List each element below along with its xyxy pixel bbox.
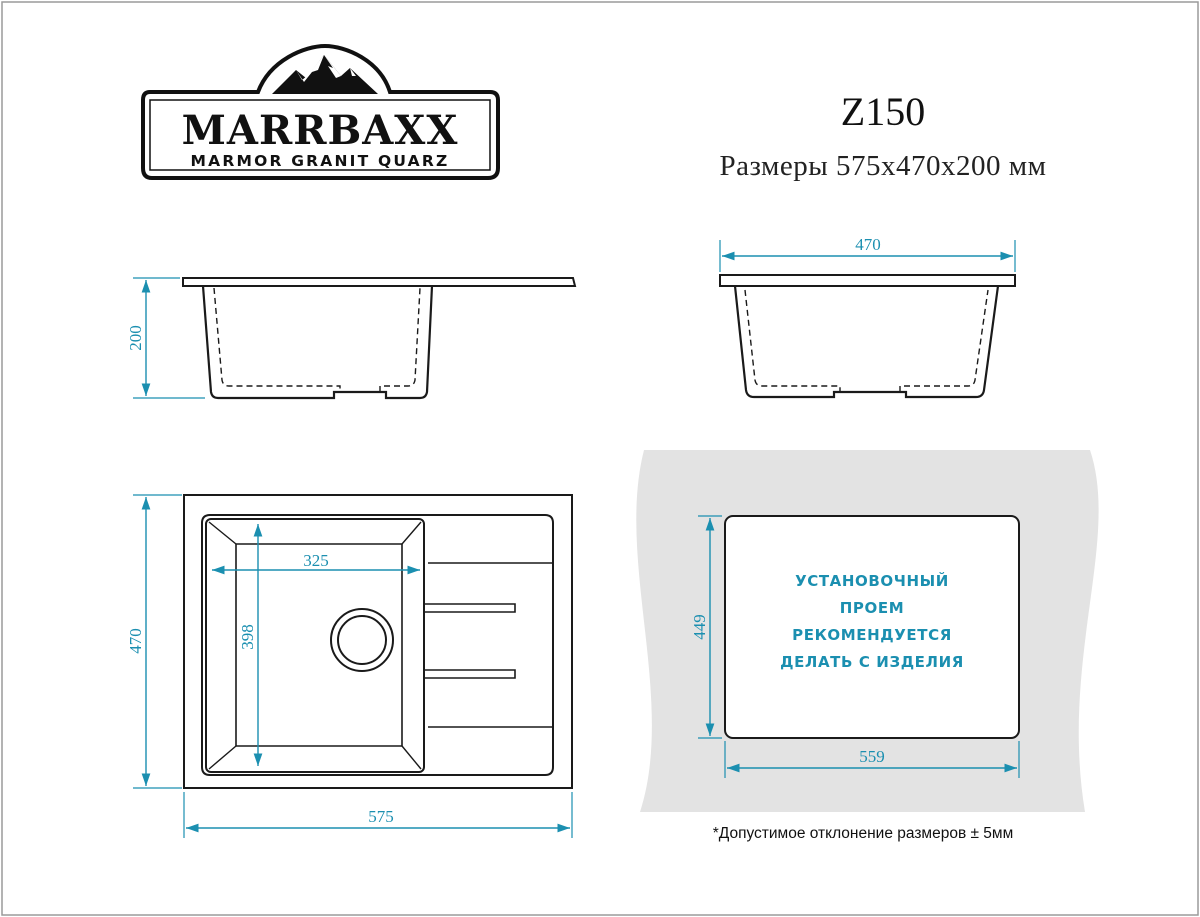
cutout-height-label: 449 — [690, 614, 709, 640]
svg-text:ПРОЕМ: ПРОЕМ — [839, 599, 905, 617]
model-title: Z150 — [840, 89, 926, 134]
front-view — [720, 275, 1015, 397]
drain-icon — [331, 609, 393, 671]
brand-name: MARRBAXX — [181, 107, 459, 154]
brand-tagline: MARMOR GRANIT QUARZ — [190, 152, 450, 170]
dimensions-subtitle: Размеры 575х470х200 мм — [719, 150, 1047, 182]
side-height-dimension — [126, 278, 205, 398]
brand-logo — [143, 46, 498, 178]
front-width-label: 470 — [855, 235, 881, 254]
tolerance-footnote: *Допустимое отклонение размеров ± 5мм — [712, 825, 1014, 842]
bowl-width-label: 325 — [303, 551, 329, 570]
bowl-width-dimension — [212, 551, 420, 570]
bowl-height-dimension — [238, 524, 258, 766]
svg-text:УСТАНОВОЧНЫЙ: УСТАНОВОЧНЫЙ — [795, 572, 949, 590]
bowl-height-label: 398 — [238, 624, 257, 650]
top-width-label: 575 — [368, 807, 394, 826]
cutout-width-label: 559 — [859, 747, 885, 766]
side-height-label: 200 — [126, 325, 145, 351]
svg-text:ДЕЛАТЬ С ИЗДЕЛИЯ: ДЕЛАТЬ С ИЗДЕЛИЯ — [780, 653, 964, 671]
svg-text:РЕКОМЕНДУЕТСЯ: РЕКОМЕНДУЕТСЯ — [792, 626, 952, 644]
top-height-dimension — [126, 495, 182, 788]
top-height-label: 470 — [126, 628, 145, 654]
top-width-dimension — [184, 792, 572, 838]
side-view — [183, 278, 575, 398]
front-width-dimension — [720, 235, 1015, 272]
